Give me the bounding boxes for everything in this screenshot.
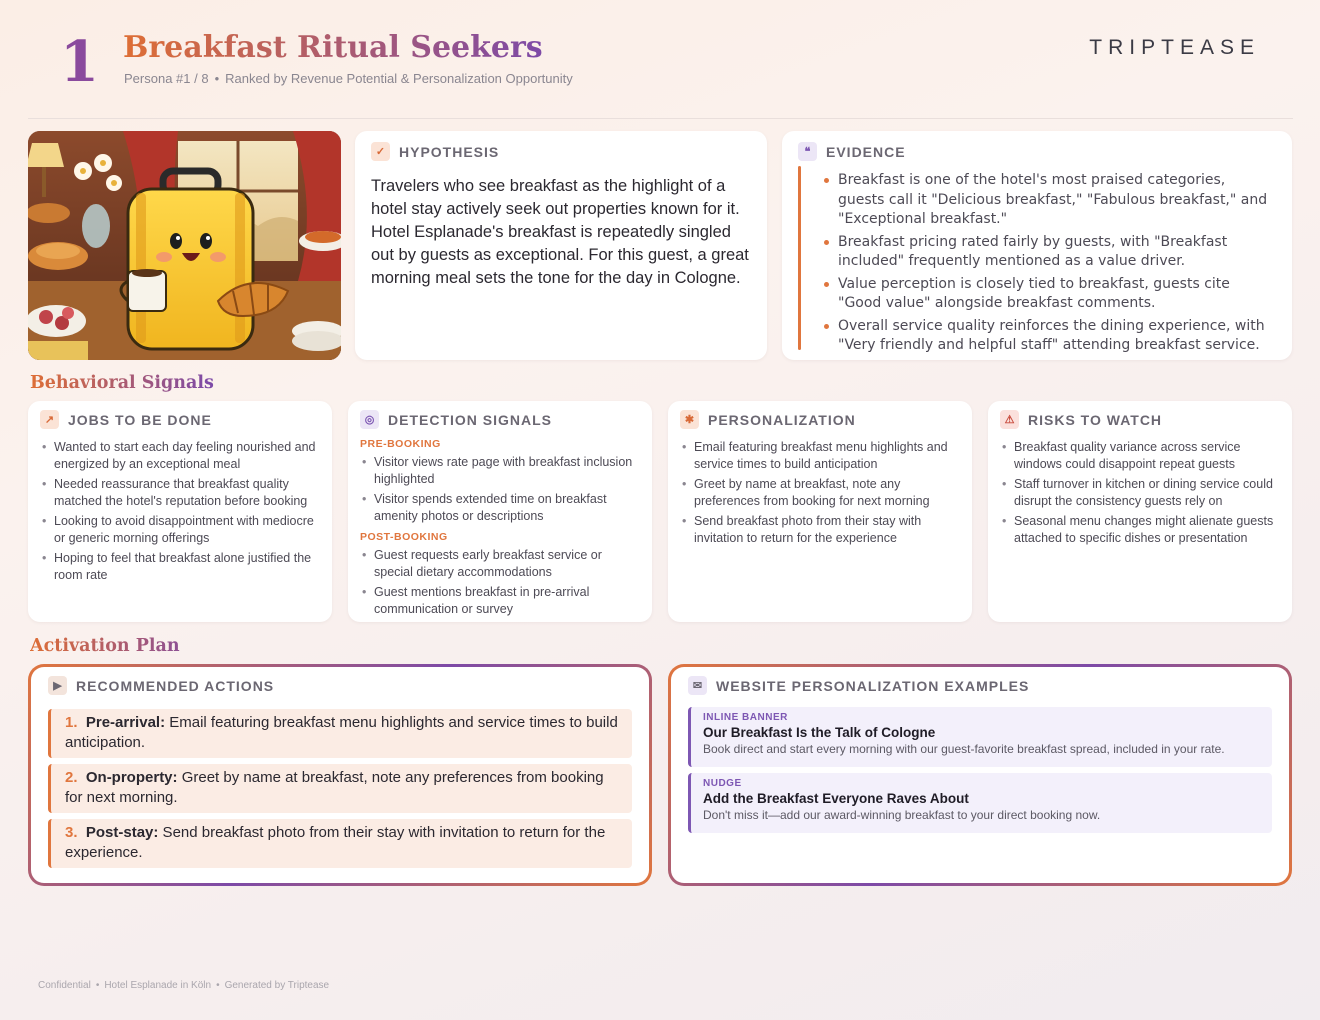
website-examples-card [668, 664, 1292, 886]
risks-card [988, 401, 1292, 622]
warning-icon: ⚠ [1000, 410, 1019, 429]
actions-title: RECOMMENDED ACTIONS [76, 677, 275, 694]
detection-item: • Guest mentions breakfast in pre-arrival communication or survey [374, 584, 640, 618]
jobs-title: JOBS TO BE DONE [68, 411, 212, 428]
persona-rank: 1 [60, 29, 99, 95]
page-footer [38, 980, 329, 991]
step-number: 3. [65, 824, 78, 841]
example-description: Don't miss it—add our award-winning breakfast to your direct booking now. [703, 808, 1101, 822]
pre-booking-label: PRE-BOOKING [360, 438, 441, 450]
personalization-item: • Greet by name at breakfast, note any preferences from booking for next morning [694, 476, 960, 510]
detection-header [360, 410, 640, 429]
page-subtitle [124, 71, 573, 86]
jobs-item: • Hoping to feel that breakfast alone justified the room rate [54, 550, 320, 584]
step-text: Send breakfast photo from their stay with invitation to return for the experience. [65, 824, 606, 861]
quote-icon: ❝ [798, 142, 817, 161]
action-step [48, 819, 632, 868]
page-title: Breakfast Ritual Seekers [123, 28, 543, 68]
jobs-item: • Looking to avoid disappointment with mediocre or generic morning offerings [54, 513, 320, 547]
evidence-list [798, 171, 1276, 356]
step-label: On-property: [85, 769, 178, 786]
detection-item: • Guest requests early breakfast service or special dietary accommodations [374, 547, 640, 581]
evidence-item: Overall service quality reinforces the dining experience, with "Very friendly and helpful staff" attending breakfast service. [838, 317, 1276, 356]
example-title: Our Breakfast Is the Talk of Cologne [703, 725, 936, 740]
detection-title: DETECTION SIGNALS [388, 411, 553, 428]
evidence-card [782, 131, 1292, 360]
behavioral-signals-heading: Behavioral Signals [30, 373, 214, 393]
persona-count: Persona #1 / 8 [124, 71, 209, 86]
example-title: Add the Breakfast Everyone Raves About [703, 791, 969, 806]
footer-confidential: Confidential [38, 980, 91, 991]
actions-header [48, 676, 632, 695]
example-inline-banner [688, 707, 1272, 767]
example-description: Book direct and start every morning with our guest-favorite breakfast spread, included in your rate. [703, 742, 1225, 756]
post-booking-label: POST-BOOKING [360, 531, 448, 543]
jobs-item: • Needed reassurance that breakfast quality matched the hotel's reputation before booking [54, 476, 320, 510]
risks-title: RISKS TO WATCH [1028, 411, 1163, 428]
jobs-item: • Wanted to start each day feeling nourished and energized by an exceptional meal [54, 439, 320, 473]
hypothesis-card [355, 131, 767, 360]
sparkle-icon: ✱ [680, 410, 699, 429]
ranking-note: Ranked by Revenue Potential & Personalization Opportunity [225, 71, 573, 86]
separator-dot: • [95, 980, 100, 991]
step-number: 2. [65, 769, 78, 786]
risks-item: • Breakfast quality variance across service windows could disappoint repeat guests [1014, 439, 1280, 473]
separator-dot: • [214, 71, 220, 86]
personalization-list [680, 439, 960, 547]
personalization-title: PERSONALIZATION [708, 411, 856, 428]
risks-header [1000, 410, 1280, 429]
step-text: Greet by name at breakfast, note any preferences from booking for next morning. [65, 769, 604, 806]
examples-list [688, 707, 1272, 833]
step-label: Post-stay: [85, 824, 159, 841]
evidence-accent-bar [798, 166, 801, 350]
jobs-list [40, 439, 320, 584]
activation-plan-heading: Activation Plan [30, 636, 180, 656]
evidence-item: Breakfast is one of the hotel's most praised categories, guests call it "Delicious breakfast," "Fabulous breakfast," and "Exceptional breakfast." [838, 171, 1276, 230]
hypothesis-title: HYPOTHESIS [399, 143, 500, 160]
suitcase-mascot-breakfast-illustration [28, 131, 341, 360]
play-icon: ▶ [48, 676, 67, 695]
jobs-header [40, 410, 320, 429]
separator-dot: • [216, 980, 220, 991]
personalization-item: • Send breakfast photo from their stay with invitation to return for the experience [694, 513, 960, 547]
header-divider [28, 118, 1293, 119]
personalization-header [680, 410, 960, 429]
actions-list [48, 709, 632, 868]
step-text: Email featuring breakfast menu highlights and service times to build anticipation. [65, 714, 618, 751]
website-title: WEBSITE PERSONALIZATION EXAMPLES [716, 677, 1030, 694]
action-step [48, 764, 632, 813]
risks-item: • Seasonal menu changes might alienate guests attached to specific dishes or presentation [1014, 513, 1280, 547]
evidence-title: EVIDENCE [826, 143, 906, 160]
evidence-item: Value perception is closely tied to breakfast, guests cite "Good value" alongside breakfast comments. [838, 275, 1276, 314]
detection-card [348, 401, 652, 622]
footer-hotel: Hotel Esplanade in Köln [104, 980, 212, 991]
brand-logo: TRIPTEASE [1089, 36, 1260, 59]
personalization-card [668, 401, 972, 622]
jobs-card [28, 401, 332, 622]
detection-item: • Visitor spends extended time on breakfast amenity photos or descriptions [374, 491, 640, 525]
step-number: 1. [65, 714, 78, 731]
check-icon: ✓ [371, 142, 390, 161]
evidence-header [798, 142, 1276, 161]
hypothesis-header [371, 142, 751, 161]
risks-item: • Staff turnover in kitchen or dining service could disrupt the consistency guests rely on [1014, 476, 1280, 510]
action-step [48, 709, 632, 758]
evidence-item: Breakfast pricing rated fairly by guests, with "Breakfast included" frequently mentioned as a value driver. [838, 233, 1276, 272]
step-label: Pre-arrival: [85, 714, 166, 731]
example-nudge [688, 773, 1272, 833]
personalization-item: • Email featuring breakfast menu highlights and service times to build anticipation [694, 439, 960, 473]
pre-booking-list [360, 454, 640, 525]
website-header [688, 676, 1272, 695]
example-tag: NUDGE [703, 778, 742, 789]
example-tag: INLINE BANNER [703, 712, 788, 723]
detection-item: • Visitor views rate page with breakfast inclusion highlighted [374, 454, 640, 488]
envelope-icon: ✉ [688, 676, 707, 695]
risks-list [1000, 439, 1280, 547]
hypothesis-text: Travelers who see breakfast as the highlight of a hotel stay actively seek out properties known for it. Hotel Esplanade's breakfast is repeatedly singled out by guests as exceptional. For this guest, a great morning meal sets the tone for the day in Cologne. [371, 177, 749, 287]
footer-generated: Generated by Triptease [224, 980, 330, 991]
arrow-up-right-icon: ↗ [40, 410, 59, 429]
target-icon: ◎ [360, 410, 379, 429]
post-booking-list [360, 547, 640, 618]
hero-illustration [28, 131, 341, 360]
recommended-actions-card [28, 664, 652, 886]
